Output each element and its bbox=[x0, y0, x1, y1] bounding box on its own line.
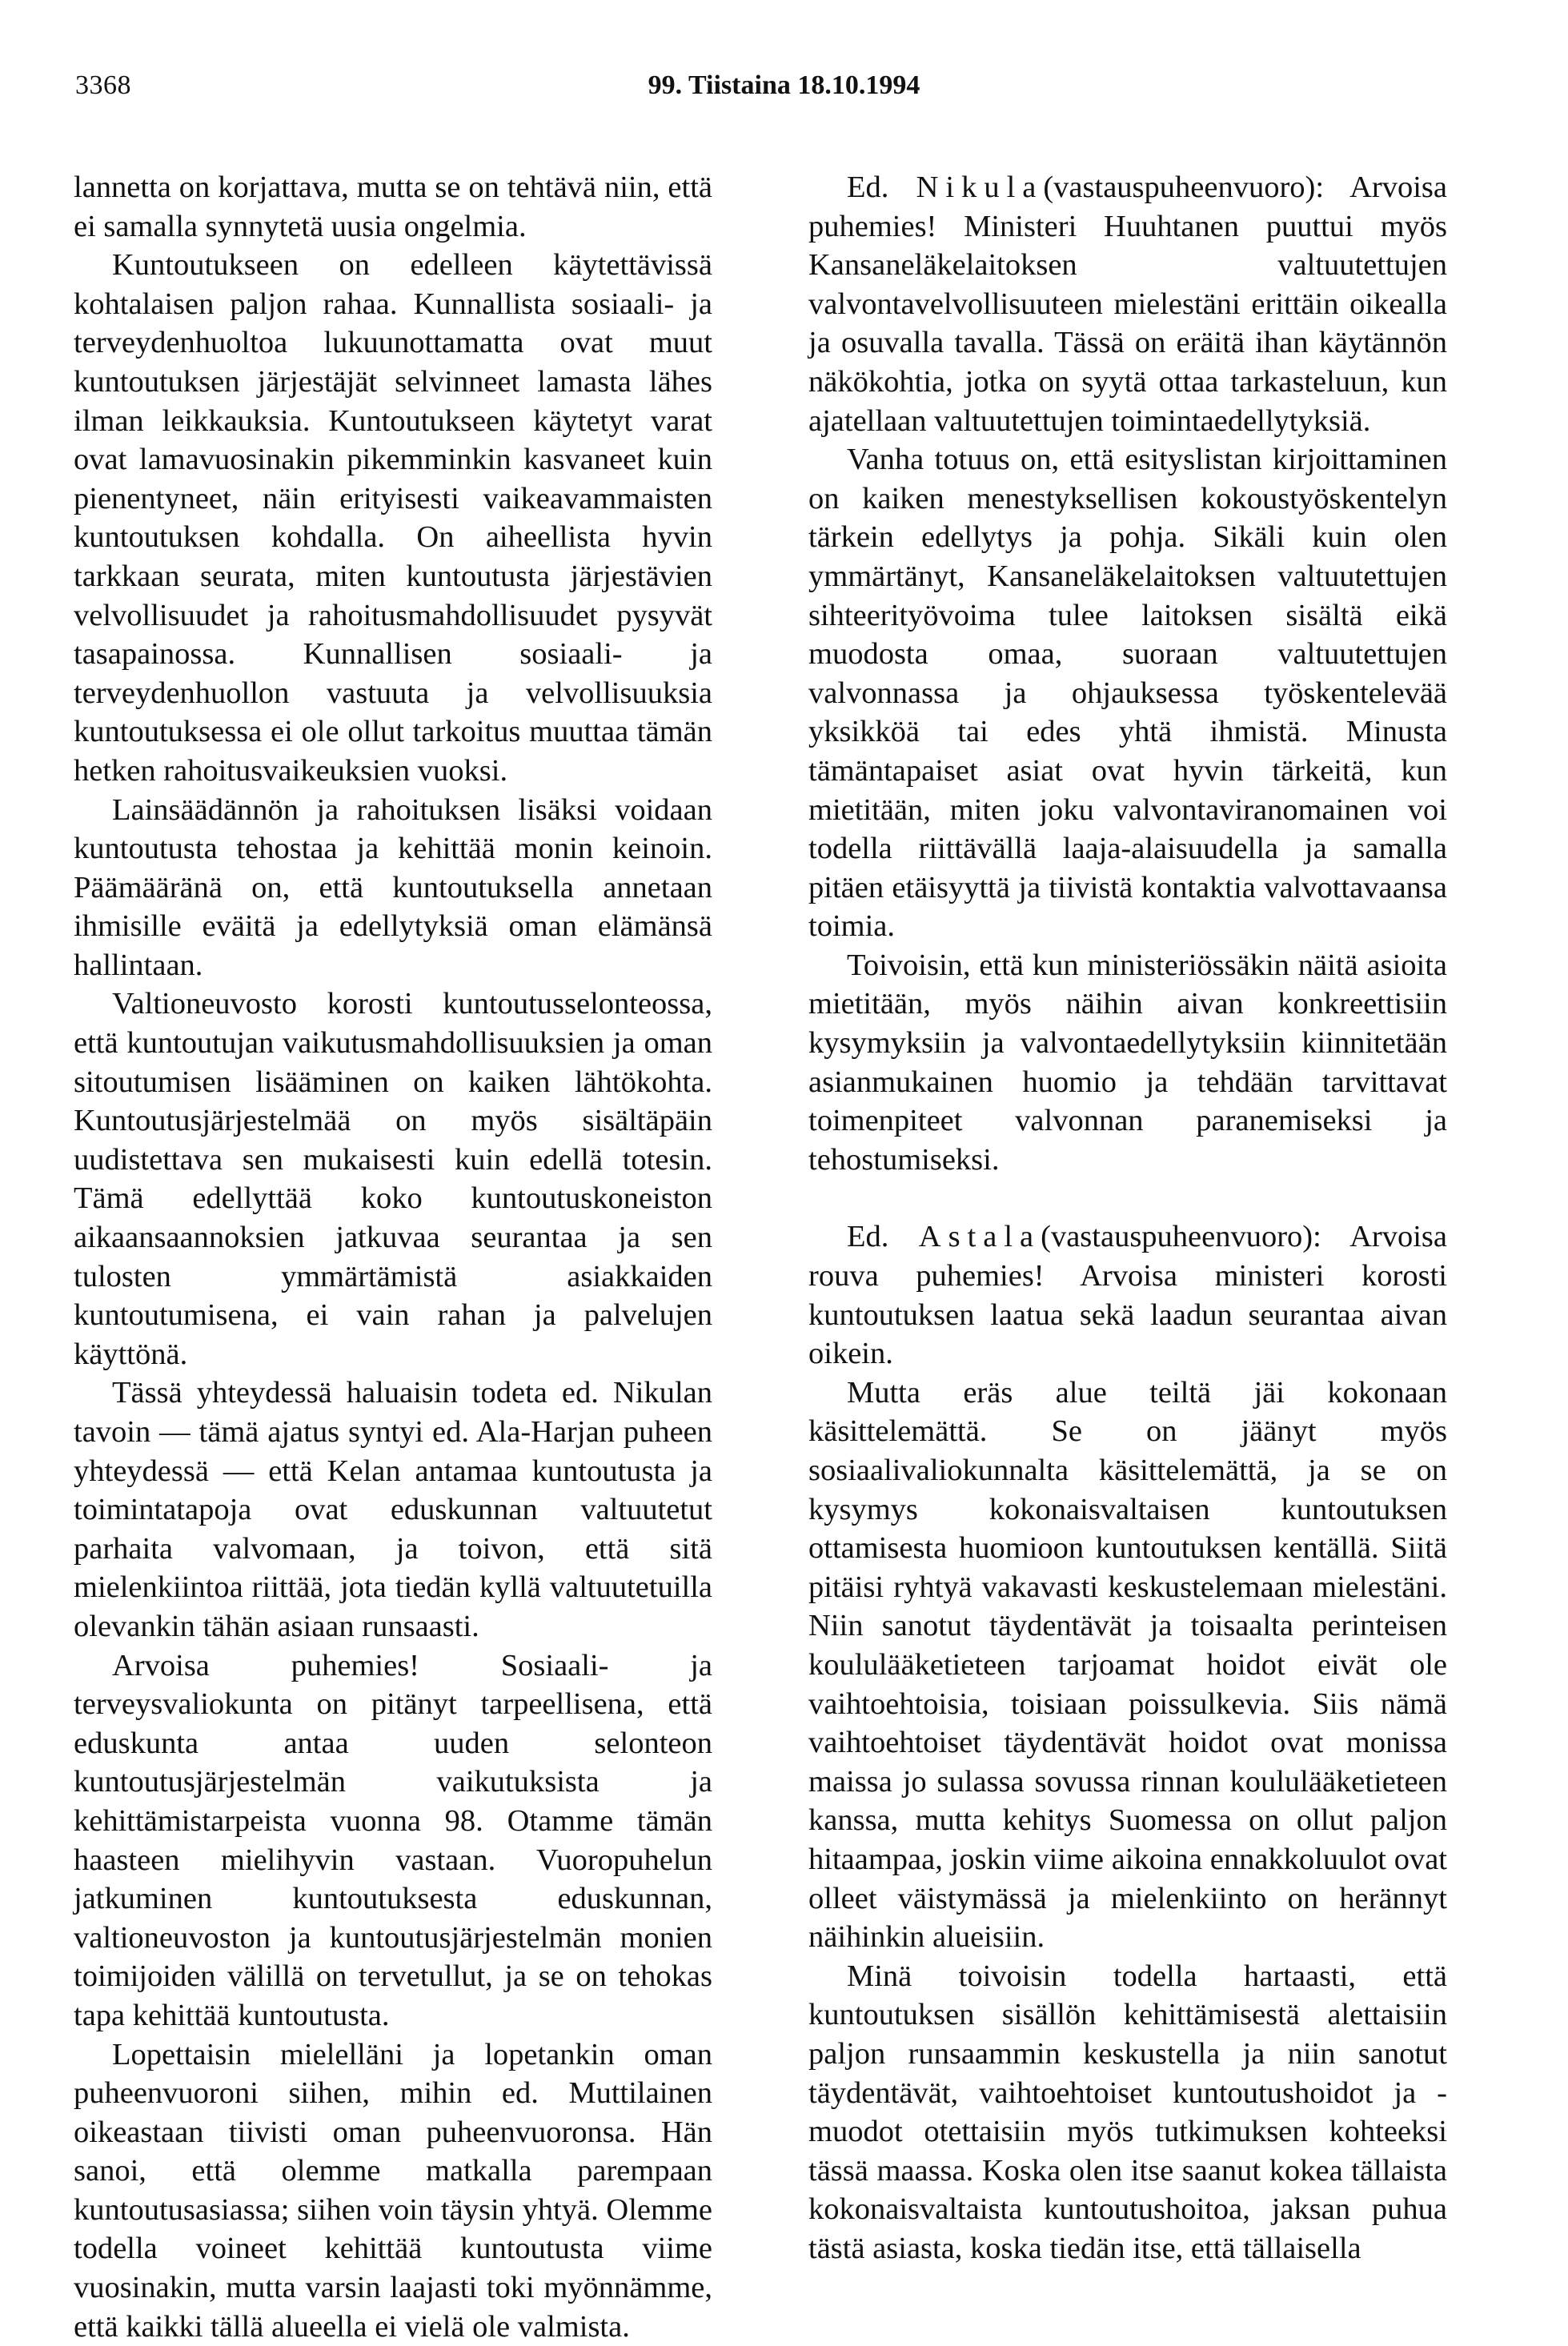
paragraph: Minä toivoisin todella hartaasti, että kuntoutuksen sisällön kehittämisestä alettaisiin paljon runsaammin keskustella ja niin sanotut täydentävät, vaihtoehtoiset kuntoutushoidot ja -muodot otettaisiin myös tutkimuksen kohteeksi tässä maassa. Koska olen itse saanut kokea tällaista kokonaisvaltaista kuntoutushoitoa, jaksan puhua tästä asiasta, koska tiedän itse, että tällaisella bbox=[808, 1957, 1447, 2268]
paragraph: Arvoisa puhemies! Sosiaali- ja terveysvaliokunta on pitänyt tarpeellisena, että eduskunta antaa uuden selonteon kuntoutusjärjestelmän vaikutuksista ja kehittämistarpeista vuonna 98. Otamme tämän haasteen mielihyvin vastaan. Vuoropuhelun jatkuminen kuntoutuksesta eduskunnan, valtioneuvoston ja kuntoutusjärjestelmän monien toimijoiden välillä on tervetullut, ja se on tehokas tapa kehittää kuntoutusta. bbox=[74, 1646, 712, 2035]
speech-type-label: (vastauspuheenvuoro): bbox=[1043, 170, 1324, 204]
speaker-prefix: Ed. bbox=[847, 1220, 888, 1253]
paragraph: Vanha totuus on, että esityslistan kirjoittaminen on kaiken menestyksellisen kokoustyöskentelyn tärkein edellytys ja pohja. Sikäli kuin olen ymmärtänyt, Kansaneläkelaitoksen valtuutettujen sihteerityövoima tulee laitoksen sisältä eikä muodosta omaa, suoraan valtuutettujen valvonnassa ja ohjauksessa työskentelevää yksikköä tai edes yhtä ihmistä. Minusta tämäntapaiset asiat ovat hyvin tärkeitä, kun mietitään, miten joku valvontaviranomainen voi todella riittävällä laaja-alaisuudella ja samalla pitäen etäisyyttä ja tiivistä kontaktia valvottavaansa toimia. bbox=[808, 440, 1447, 946]
speaker-name: Astala bbox=[919, 1220, 1041, 1253]
speaker-name: Nikula bbox=[916, 170, 1044, 204]
paragraph: Toivoisin, että kun ministeriössäkin näitä asioita mietitään, myös näihin aivan konkreettisiin kysymyksiin ja valvontaedellytyksiin kiinnitetään asianmukainen huomio ja tehdään tarvittavat toimenpiteet valvonnan paranemiseksi ja tehostumiseksi. bbox=[808, 946, 1447, 1180]
speech-nikula bbox=[808, 168, 1447, 440]
left-column bbox=[74, 168, 712, 2346]
paragraph: Lainsäädännön ja rahoituksen lisäksi voidaan kuntoutusta tehostaa ja kehittää monin keinoin. Päämääränä on, että kuntoutuksella annetaan ihmisille eväitä ja edellytyksiä oman elämänsä hallintaan. bbox=[74, 791, 712, 985]
speech-astala bbox=[808, 1217, 1447, 1373]
speaker-prefix: Ed. bbox=[847, 170, 888, 204]
paragraph: lannetta on korjattava, mutta se on tehtävä niin, että ei samalla synnytetä uusia ongelmia. bbox=[74, 168, 712, 246]
speech-text: Arvoisa rouva puhemies! Arvoisa ministeri korosti kuntoutuksen laatua sekä laadun seurantaa aivan oikein. bbox=[808, 1220, 1447, 1370]
paragraph: Kuntoutukseen on edelleen käytettävissä kohtalaisen paljon rahaa. Kunnallista sosiaali- ja terveydenhuoltoa lukuunottamatta ovat muut kuntoutuksen järjestäjät selvinneet lamasta lähes ilman leikkauksia. Kuntoutukseen käytetyt varat ovat lamavuosinakin pikemminkin kasvaneet kuin pienentyneet, näin erityisesti vaikeavammaisten kuntoutuksen kohdalla. On aiheellista hyvin tarkkaan seurata, miten kuntoutusta järjestävien velvollisuudet ja rahoitusmahdollisuudet pysyvät tasapainossa. Kunnallisen sosiaali- ja terveydenhuollon vastuuta ja velvollisuuksia kuntoutuksessa ei ole ollut tarkoitus muuttaa tämän hetken rahoitusvaikeuksien vuoksi. bbox=[74, 246, 712, 790]
page-header bbox=[0, 70, 1568, 110]
paragraph: Mutta eräs alue teiltä jäi kokonaan käsittelemättä. Se on jäänyt myös sosiaalivaliokunnalta käsittelemättä, ja se on kysymys kokonaisvaltaisen kuntoutuksen ottamisesta huomioon kuntoutuksen kentällä. Siitä pitäisi ryhtyä vakavasti keskustelemaan mielestäni. Niin sanotut täydentävät ja toisaalta perinteisen koululääketieteen tarjoamat hoidot eivät ole vaihtoehtoisia, toisiaan poissulkevia. Siis nämä vaihtoehtoiset täydentävät hoidot ovat monissa maissa jo sulassa sovussa rinnan koululääketieteen kanssa, mutta kehitys Suomessa on ollut paljon hitaampaa, joskin viime aikoina ennakkoluulot ovat olleet väistymässä ja mielenkiinto on herännyt näihinkin alueisiin. bbox=[808, 1374, 1447, 1957]
speech-type-label: (vastauspuheenvuoro): bbox=[1041, 1220, 1321, 1253]
speech-text: Arvoisa puhemies! Ministeri Huuhtanen puuttui myös Kansaneläkelaitoksen valtuutettujen valvontavelvollisuuteen mielestäni erittäin oikealla ja osuvalla tavalla. Tässä on eräitä ihan käytännön näkökohtia, jotka on syytä ottaa tarkasteluun, kun ajatellaan valtuutettujen toimintaedellytyksiä. bbox=[808, 170, 1447, 438]
paragraph: Valtioneuvosto korosti kuntoutusselonteossa, että kuntoutujan vaikutusmahdollisuuksien ja oman sitoutumisen lisääminen on kaiken lähtökohta. Kuntoutusjärjestelmää on myös sisältäpäin uudistettava sen mukaisesti kuin edellä totesin. Tämä edellyttää koko kuntoutuskoneiston aikaansaannoksien jatkuvaa seurantaa ja sen tulosten ymmärtämistä asiakkaiden kuntoutumisena, ei vain rahan ja palvelujen käyttönä. bbox=[74, 985, 712, 1374]
paragraph: Tässä yhteydessä haluaisin todeta ed. Nikulan tavoin — tämä ajatus syntyi ed. Ala-Harjan puheen yhteydessä — että Kelan antamaa kuntoutusta ja toimintatapoja ovat eduskunnan valtuutetut parhaita valvomaan, ja toivon, että sitä mielenkiintoa riittää, jota tiedän kyllä valtuutetuilla olevankin tähän asiaan runsaasti. bbox=[74, 1374, 712, 1646]
right-column bbox=[808, 168, 1447, 2268]
page-number: 3368 bbox=[75, 70, 131, 101]
paragraph: Lopettaisin mielelläni ja lopetankin oman puheenvuoroni siihen, mihin ed. Muttilainen oikeastaan tiivisti oman puheenvuoronsa. Hän sanoi, että olemme matkalla parempaan kuntoutusasiassa; siihen voin täysin yhtyä. Olemme todella voineet kehittää kuntoutusta viime vuosinakin, mutta varsin laajasti toki myönnämme, että kaikki tällä alueella ei vielä ole valmista. bbox=[74, 2035, 712, 2346]
session-title: 99. Tiistaina 18.10.1994 bbox=[0, 70, 1568, 101]
